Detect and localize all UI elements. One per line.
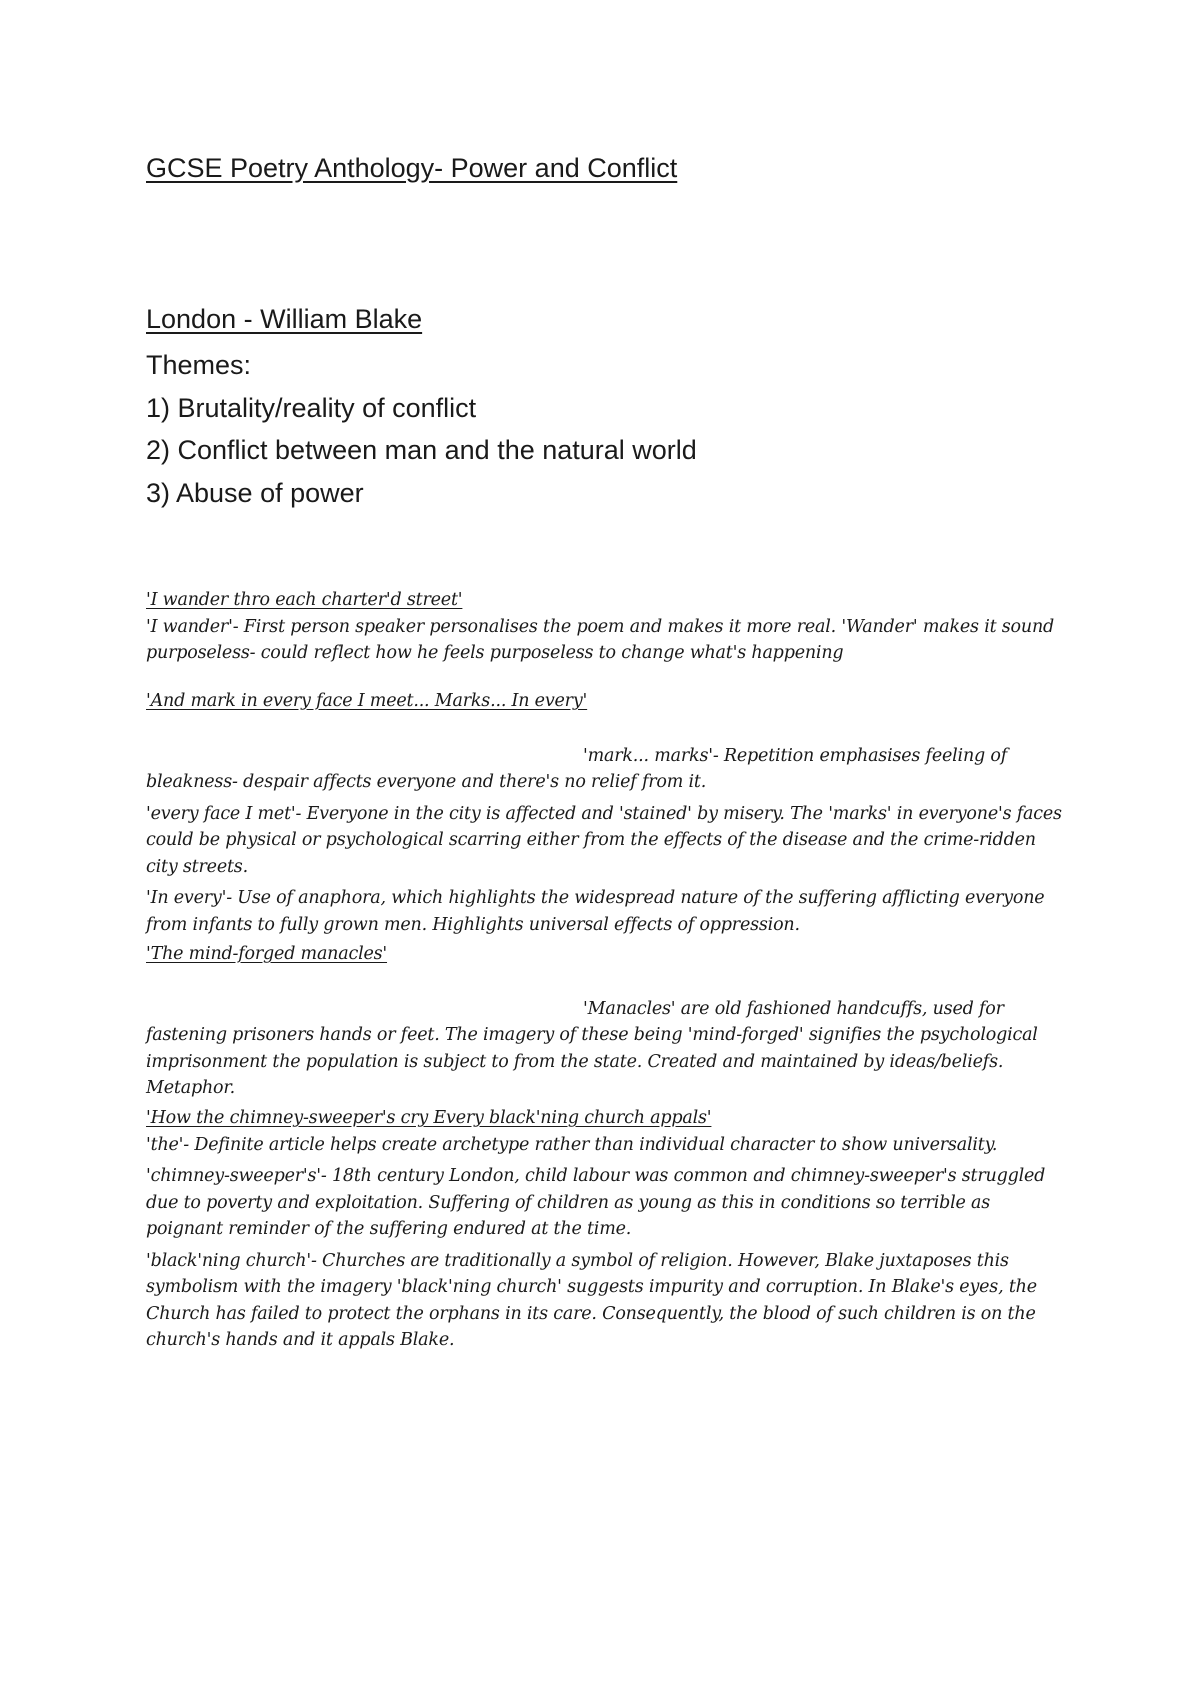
analysis-note: 'chimney-sweeper's'- 18th century London, child labour was common and chimney-sweeper's struggled due to poverty and exploitation. Suffering of children as young as this in conditions so terrible as poignant reminder of the suffering endured at the time.	[146, 1166, 1046, 1239]
analysis-section-3	[146, 941, 1066, 1107]
analysis-note: 'Manacles' are old fashioned handcuffs, used for fastening prisoners hands or feet. The imagery of these being 'mind-forged' signifies the psychological imprisonment the population is subject to from the state. Created and maintained by ideas/beliefs. Metaphor.	[146, 998, 1038, 1098]
blank-line	[146, 715, 1066, 743]
section-quote: 'And mark in every face I meet... Marks... In every'	[146, 691, 588, 711]
analysis-note: 'the'- Definite article helps create archetype rather than individual character to show universality.	[146, 1134, 998, 1155]
analysis-note: 'every face I met'- Everyone in the city is affected and 'stained' by misery. The 'marks' in everyone's faces could be physical or psychological scarring either from the effects of the disease and the crime-ridden city streets.	[146, 803, 1062, 877]
theme-item: 2) Conflict between man and the natural world	[146, 435, 697, 465]
analysis-note: 'mark... marks'- Repetition emphasises feeling of bleakness- despair affects everyone and there's no relief from it.	[146, 745, 1007, 792]
analysis-note: 'black'ning church'- Churches are traditionally a symbol of religion. However, Blake juxtaposes this symbolism with the imagery 'black'ning church' suggests impurity and corruption. In Blake's eyes, the Church has failed to protect the orphans in its care. Consequently, the blood of such children is on the church's hands and it appals Blake.	[146, 1250, 1037, 1350]
section-quote: 'How the chimney-sweeper's cry Every black'ning church appals'	[146, 1108, 712, 1128]
theme-item: 3) Abuse of power	[146, 477, 364, 508]
analysis-section-4	[146, 1105, 1066, 1359]
theme-item: 1) Brutality/reality of conflict	[146, 392, 477, 423]
analysis-note: 'In every'- Use of anaphora, which highlights the widespread nature of the suffering afflicting everyone from infants to fully grown men. Highlights universal effects of oppression.	[146, 888, 1045, 935]
analysis-section-1	[146, 587, 1066, 672]
document-title: GCSE Poetry Anthology- Power and Conflict	[146, 153, 678, 183]
blank-line	[146, 968, 1066, 996]
poem-heading: London - William Blake	[146, 304, 423, 334]
section-quote: 'I wander thro each charter'd street'	[146, 590, 463, 610]
analysis-section-2	[146, 688, 1066, 943]
themes-label: Themes:	[146, 350, 252, 380]
section-quote: 'The mind-forged manacles'	[146, 944, 388, 964]
themes-list	[146, 344, 697, 514]
analysis-note: 'I wander'- First person speaker personalises the poem and makes it more real. 'Wander' makes it sound purposeless- could reflect how he feels purposeless to change what's happening	[146, 616, 1055, 663]
